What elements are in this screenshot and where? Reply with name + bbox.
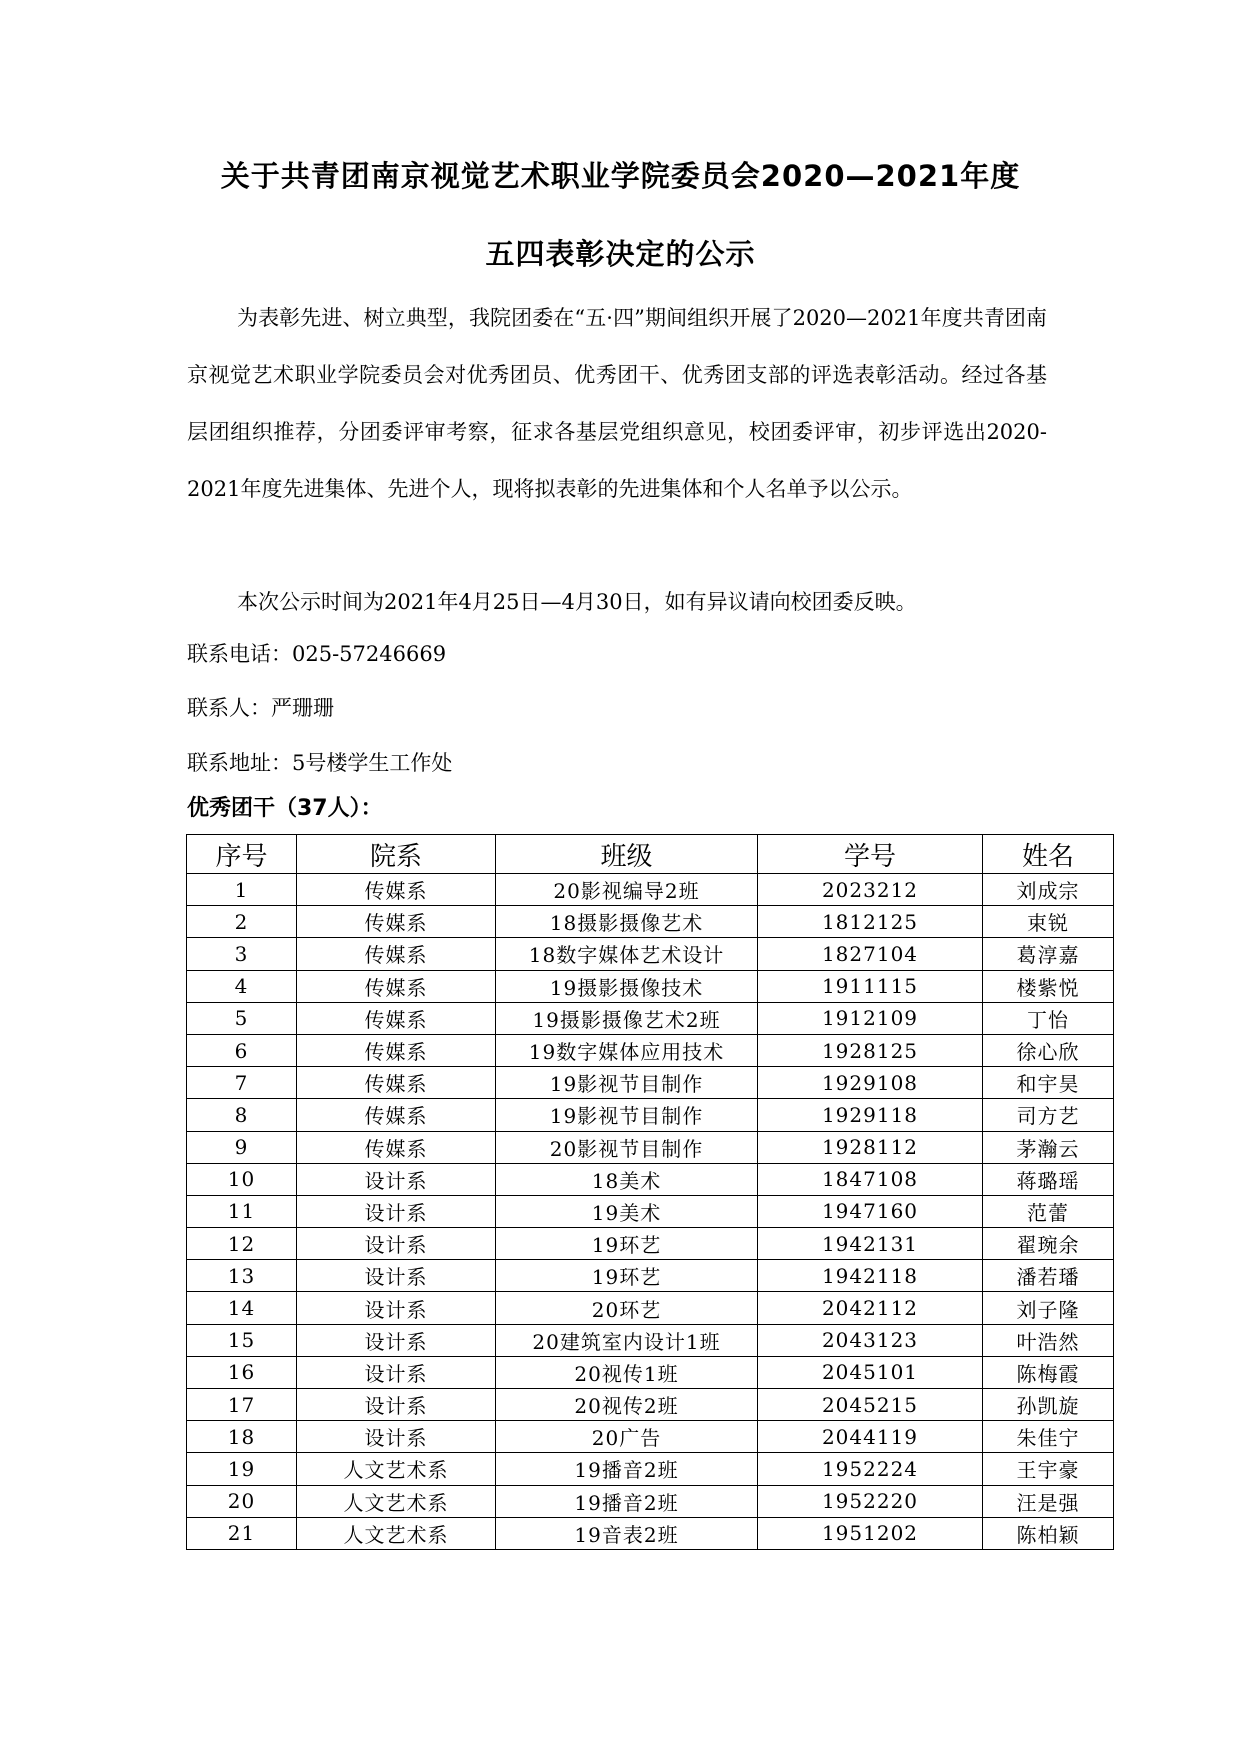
cell-student-id: 1928125	[758, 1034, 983, 1066]
cell-name: 翟琬余	[983, 1228, 1114, 1260]
cell-department: 人文艺术系	[297, 1453, 496, 1485]
cell-index: 21	[187, 1517, 297, 1549]
cell-department: 设计系	[297, 1389, 496, 1421]
cell-name: 孙凯旋	[983, 1389, 1114, 1421]
cell-class: 20环艺	[496, 1292, 758, 1324]
cell-student-id: 1911115	[758, 970, 983, 1002]
cell-class: 20视传1班	[496, 1356, 758, 1388]
cell-department: 设计系	[297, 1356, 496, 1388]
cell-class: 19影视节目制作	[496, 1067, 758, 1099]
cell-name: 汪是强	[983, 1485, 1114, 1517]
table-row	[187, 1034, 1114, 1066]
cell-department: 传媒系	[297, 1131, 496, 1163]
table-row	[187, 1292, 1114, 1324]
cell-name: 束锐	[983, 906, 1114, 938]
contact-person: 联系人：严珊珊	[187, 696, 334, 720]
cell-name: 刘成宗	[983, 874, 1114, 906]
document-title-line1: 关于共青团南京视觉艺术职业学院委员会2020—2021年度	[220, 159, 1021, 193]
cell-index: 13	[187, 1260, 297, 1292]
cell-department: 传媒系	[297, 970, 496, 1002]
cell-index: 16	[187, 1356, 297, 1388]
cell-class: 19摄影摄像艺术2班	[496, 1002, 758, 1034]
cell-department: 人文艺术系	[297, 1517, 496, 1549]
cell-department: 设计系	[297, 1260, 496, 1292]
cell-name: 茅瀚云	[983, 1131, 1114, 1163]
cell-student-id: 1812125	[758, 906, 983, 938]
cell-name: 叶浩然	[983, 1324, 1114, 1356]
cell-class: 19播音2班	[496, 1453, 758, 1485]
cell-student-id: 1827104	[758, 938, 983, 970]
cell-department: 设计系	[297, 1421, 496, 1453]
cell-index: 4	[187, 970, 297, 1002]
cell-name: 潘若璠	[983, 1260, 1114, 1292]
cell-department: 传媒系	[297, 1002, 496, 1034]
cell-index: 18	[187, 1421, 297, 1453]
cell-student-id: 1947160	[758, 1195, 983, 1227]
table-row	[187, 1002, 1114, 1034]
cell-name: 葛淳嘉	[983, 938, 1114, 970]
notice-period-paragraph: 本次公示时间为2021年4月25日—4月30日，如有异议请向校团委反映。	[237, 590, 917, 614]
cell-name: 刘子隆	[983, 1292, 1114, 1324]
header-class: 班级	[496, 835, 758, 874]
cell-department: 传媒系	[297, 906, 496, 938]
cell-class: 19美术	[496, 1195, 758, 1227]
table-row	[187, 1356, 1114, 1388]
cell-name: 陈梅霞	[983, 1356, 1114, 1388]
cell-department: 传媒系	[297, 1099, 496, 1131]
cell-index: 20	[187, 1485, 297, 1517]
cell-student-id: 2023212	[758, 874, 983, 906]
table-row	[187, 1517, 1114, 1549]
cell-student-id: 2042112	[758, 1292, 983, 1324]
cell-student-id: 2045215	[758, 1389, 983, 1421]
table-row	[187, 1163, 1114, 1195]
cell-index: 8	[187, 1099, 297, 1131]
cell-name: 朱佳宁	[983, 1421, 1114, 1453]
cell-department: 设计系	[297, 1228, 496, 1260]
cell-department: 传媒系	[297, 938, 496, 970]
cell-class: 18数字媒体艺术设计	[496, 938, 758, 970]
cell-index: 6	[187, 1034, 297, 1066]
cell-index: 3	[187, 938, 297, 970]
cell-student-id: 1942118	[758, 1260, 983, 1292]
cell-index: 5	[187, 1002, 297, 1034]
cell-index: 11	[187, 1195, 297, 1227]
cell-name: 和宇昊	[983, 1067, 1114, 1099]
table-body	[187, 874, 1114, 1550]
cell-name: 王宇豪	[983, 1453, 1114, 1485]
header-student-id: 学号	[758, 835, 983, 874]
award-table	[186, 834, 1114, 1550]
table-row	[187, 906, 1114, 938]
cell-class: 20影视节目制作	[496, 1131, 758, 1163]
cell-index: 2	[187, 906, 297, 938]
cell-class: 20建筑室内设计1班	[496, 1324, 758, 1356]
contact-address: 联系地址：5号楼学生工作处	[187, 751, 453, 775]
cell-index: 9	[187, 1131, 297, 1163]
cell-department: 传媒系	[297, 874, 496, 906]
cell-student-id: 1951202	[758, 1517, 983, 1549]
cell-index: 10	[187, 1163, 297, 1195]
cell-student-id: 1929108	[758, 1067, 983, 1099]
intro-paragraph: 为表彰先进、树立典型，我院团委在“五·四”期间组织开展了2020—2021年度共青团南京视觉艺术职业学院委员会对优秀团员、优秀团干、优秀团支部的评选表彰活动。经过各基层团组织推荐，分团委评审考察，征求各基层党组织意见，校团委评审，初步评选出2020-2021年度先进集体、先进个人，现将拟表彰的先进集体和个人名单予以公示。	[187, 306, 1047, 501]
cell-index: 7	[187, 1067, 297, 1099]
table-row	[187, 1195, 1114, 1227]
table-row	[187, 1389, 1114, 1421]
contact-phone: 联系电话：025-57246669	[187, 642, 447, 666]
cell-student-id: 1952224	[758, 1453, 983, 1485]
cell-class: 19音表2班	[496, 1517, 758, 1549]
cell-class: 20视传2班	[496, 1389, 758, 1421]
cell-index: 17	[187, 1389, 297, 1421]
cell-student-id: 1928112	[758, 1131, 983, 1163]
header-department: 院系	[297, 835, 496, 874]
cell-name: 徐心欣	[983, 1034, 1114, 1066]
cell-class: 19影视节目制作	[496, 1099, 758, 1131]
cell-student-id: 1929118	[758, 1099, 983, 1131]
table-row	[187, 1324, 1114, 1356]
cell-name: 陈柏颖	[983, 1517, 1114, 1549]
cell-class: 19环艺	[496, 1260, 758, 1292]
cell-department: 设计系	[297, 1324, 496, 1356]
cell-student-id: 1952220	[758, 1485, 983, 1517]
cell-student-id: 1912109	[758, 1002, 983, 1034]
cell-class: 18摄影摄像艺术	[496, 906, 758, 938]
cell-class: 19数字媒体应用技术	[496, 1034, 758, 1066]
cell-department: 人文艺术系	[297, 1485, 496, 1517]
table-row	[187, 874, 1114, 906]
cell-student-id: 1942131	[758, 1228, 983, 1260]
cell-department: 传媒系	[297, 1067, 496, 1099]
table-row	[187, 1421, 1114, 1453]
table-row	[187, 970, 1114, 1002]
section-title: 优秀团干（37人）：	[187, 796, 383, 821]
document-title-line2: 五四表彰决定的公示	[485, 237, 756, 271]
cell-name: 蒋璐瑶	[983, 1163, 1114, 1195]
header-name: 姓名	[983, 835, 1114, 874]
cell-name: 范蕾	[983, 1195, 1114, 1227]
cell-class: 19播音2班	[496, 1485, 758, 1517]
cell-class: 20广告	[496, 1421, 758, 1453]
cell-index: 19	[187, 1453, 297, 1485]
table-row	[187, 1453, 1114, 1485]
cell-index: 12	[187, 1228, 297, 1260]
cell-department: 传媒系	[297, 1034, 496, 1066]
cell-student-id: 1847108	[758, 1163, 983, 1195]
cell-class: 20影视编导2班	[496, 874, 758, 906]
table-row	[187, 1067, 1114, 1099]
table-row	[187, 1485, 1114, 1517]
cell-department: 设计系	[297, 1195, 496, 1227]
table-row	[187, 938, 1114, 970]
table-row	[187, 1260, 1114, 1292]
header-index: 序号	[187, 835, 297, 874]
cell-index: 15	[187, 1324, 297, 1356]
table-row	[187, 1131, 1114, 1163]
cell-index: 1	[187, 874, 297, 906]
cell-department: 设计系	[297, 1163, 496, 1195]
cell-student-id: 2045101	[758, 1356, 983, 1388]
cell-index: 14	[187, 1292, 297, 1324]
cell-class: 19环艺	[496, 1228, 758, 1260]
table-row	[187, 1099, 1114, 1131]
cell-class: 19摄影摄像技术	[496, 970, 758, 1002]
table-header-row	[187, 835, 1114, 874]
cell-student-id: 2044119	[758, 1421, 983, 1453]
cell-name: 丁怡	[983, 1002, 1114, 1034]
table-row	[187, 1228, 1114, 1260]
cell-name: 司方艺	[983, 1099, 1114, 1131]
cell-department: 设计系	[297, 1292, 496, 1324]
cell-class: 18美术	[496, 1163, 758, 1195]
cell-student-id: 2043123	[758, 1324, 983, 1356]
cell-name: 楼紫悦	[983, 970, 1114, 1002]
